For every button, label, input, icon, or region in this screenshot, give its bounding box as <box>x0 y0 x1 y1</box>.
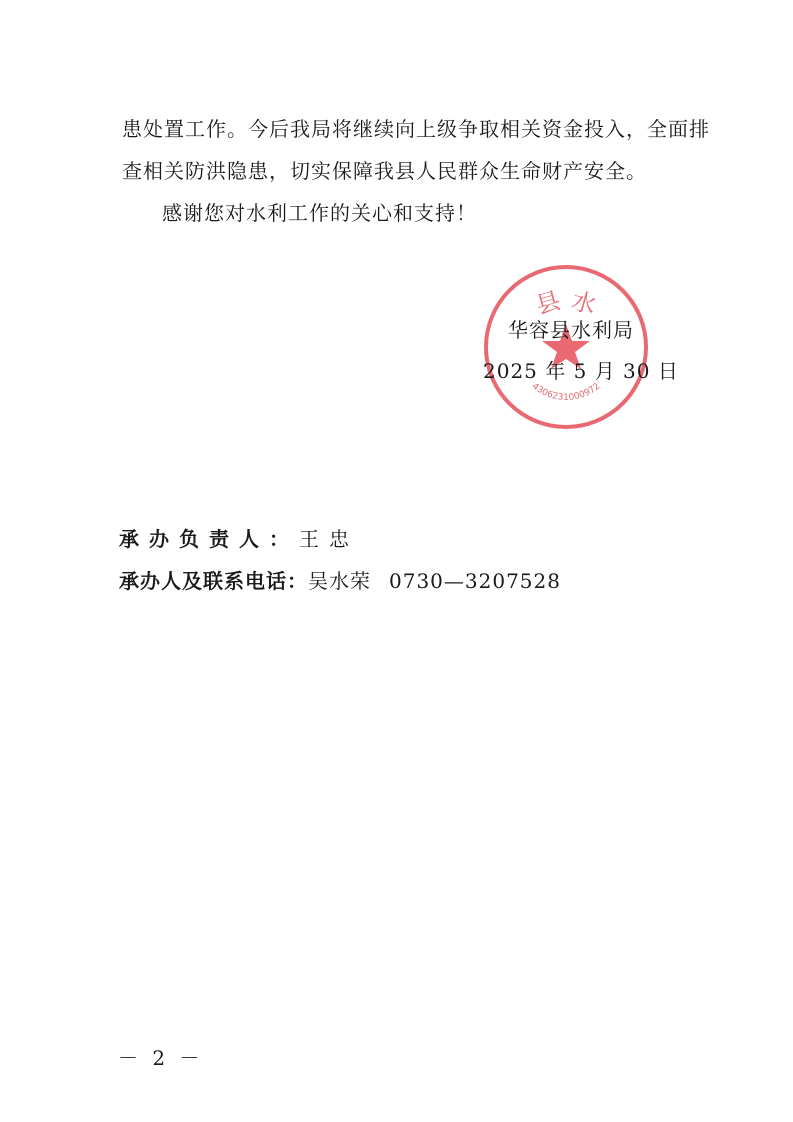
handler-phone: 0730—3207528 <box>389 569 561 593</box>
responsible-person-name: 王忠 <box>299 527 359 551</box>
signature-organization: 华容县水利局 <box>508 318 634 342</box>
seal-number: 4306231000972 <box>529 381 603 403</box>
responsible-person-label: 承办负责人： <box>119 527 299 551</box>
paragraph-line: 患处置工作。今后我局将继续向上级争取相关资金投入，全面排 <box>122 117 710 141</box>
signature-date: 2025 年 5 月 30 日 <box>483 359 679 383</box>
handler-label: 承办人及联系电话： <box>119 569 308 593</box>
handler-name: 吴水荣 <box>308 569 371 593</box>
handler-contact-line <box>119 565 561 594</box>
seal-top-text: 县 水 <box>532 286 600 320</box>
responsible-person-line <box>119 523 359 552</box>
page-number: － 2 － <box>118 1046 204 1070</box>
closing-line: 感谢您对水利工作的关心和支持！ <box>162 201 477 225</box>
paragraph-line: 查相关防洪隐患，切实保障我县人民群众生命财产安全。 <box>122 159 647 183</box>
official-seal <box>481 262 651 432</box>
